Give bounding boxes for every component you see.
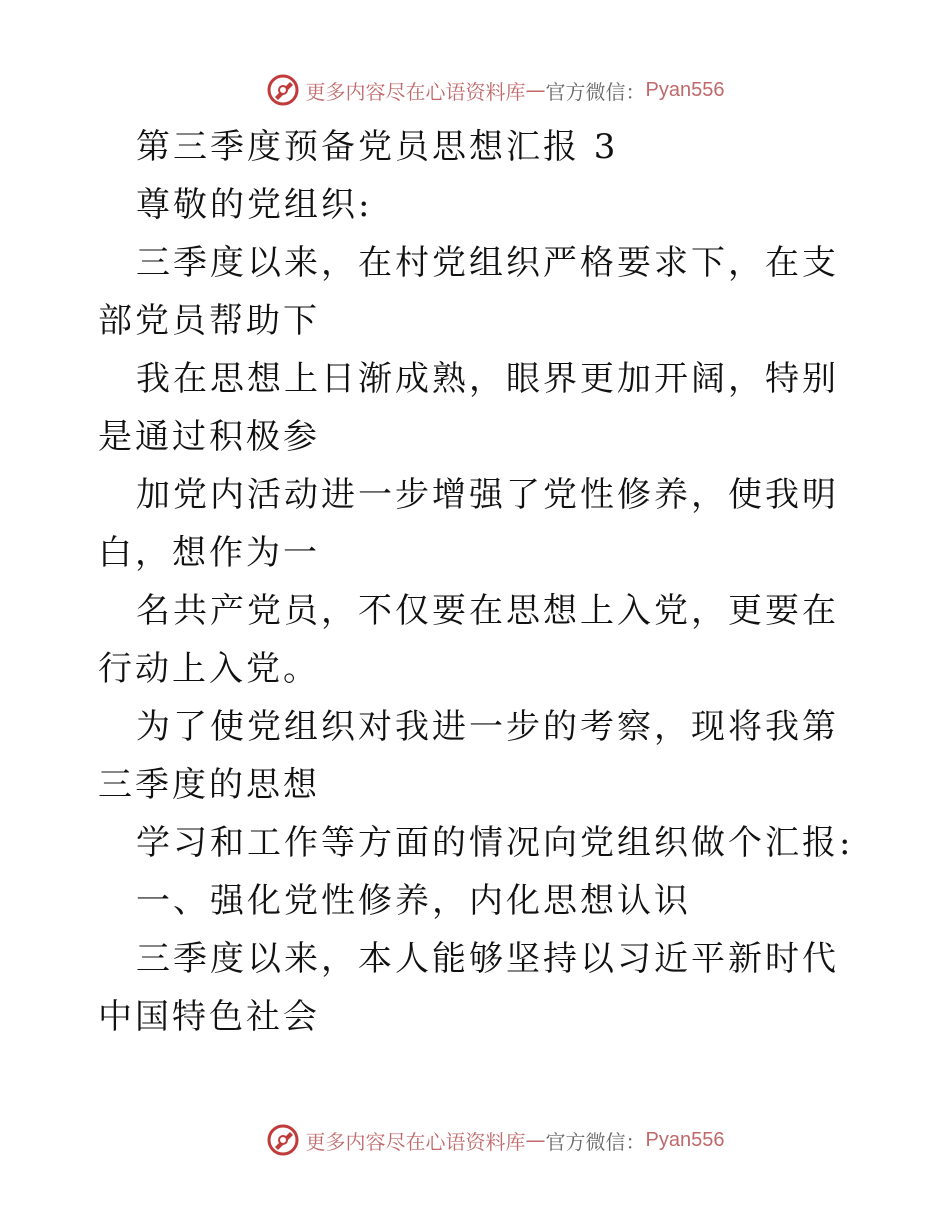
document-title: 第三季度预备党员思想汇报 3 — [136, 127, 619, 167]
paragraph: 为了使党组织对我进一步的考察，现将我第三季度的思想 — [98, 707, 839, 805]
salutation: 尊敬的党组织: — [136, 185, 373, 225]
brand-logo-icon — [266, 1123, 300, 1157]
paragraph: 名共产党员，不仅要在思想上入党，更要在行动上入党。 — [98, 591, 839, 689]
paragraph: 三季度以来，本人能够坚持以习近平新时代中国特色社会 — [98, 939, 839, 1037]
wechat-id: Pyan556 — [645, 78, 725, 101]
section-heading: 一、强化党性修养，内化思想认识 — [136, 881, 691, 921]
promo-text: 更多内容尽在心语资料库 — [305, 1129, 526, 1154]
banner-dash: — — [525, 78, 546, 102]
footer-banner — [0, 1122, 950, 1158]
document-body — [98, 118, 854, 1046]
paragraph: 学习和工作等方面的情况向党组织做个汇报: — [136, 823, 854, 863]
wechat-label: 官方微信： — [545, 79, 646, 104]
paragraph: 我在思想上日渐成熟，眼界更加开阔，特别是通过积极参 — [98, 359, 839, 457]
header-banner — [0, 72, 950, 108]
paragraph: 三季度以来，在村党组织严格要求下，在支部党员帮助下 — [98, 243, 839, 341]
banner-dash: — — [525, 1128, 546, 1152]
promo-text: 更多内容尽在心语资料库 — [305, 79, 526, 104]
paragraph: 加党内活动进一步增强了党性修养，使我明白，想作为一 — [98, 475, 839, 573]
wechat-label: 官方微信： — [545, 1129, 646, 1154]
brand-logo-icon — [266, 73, 300, 107]
wechat-id: Pyan556 — [645, 1128, 725, 1151]
